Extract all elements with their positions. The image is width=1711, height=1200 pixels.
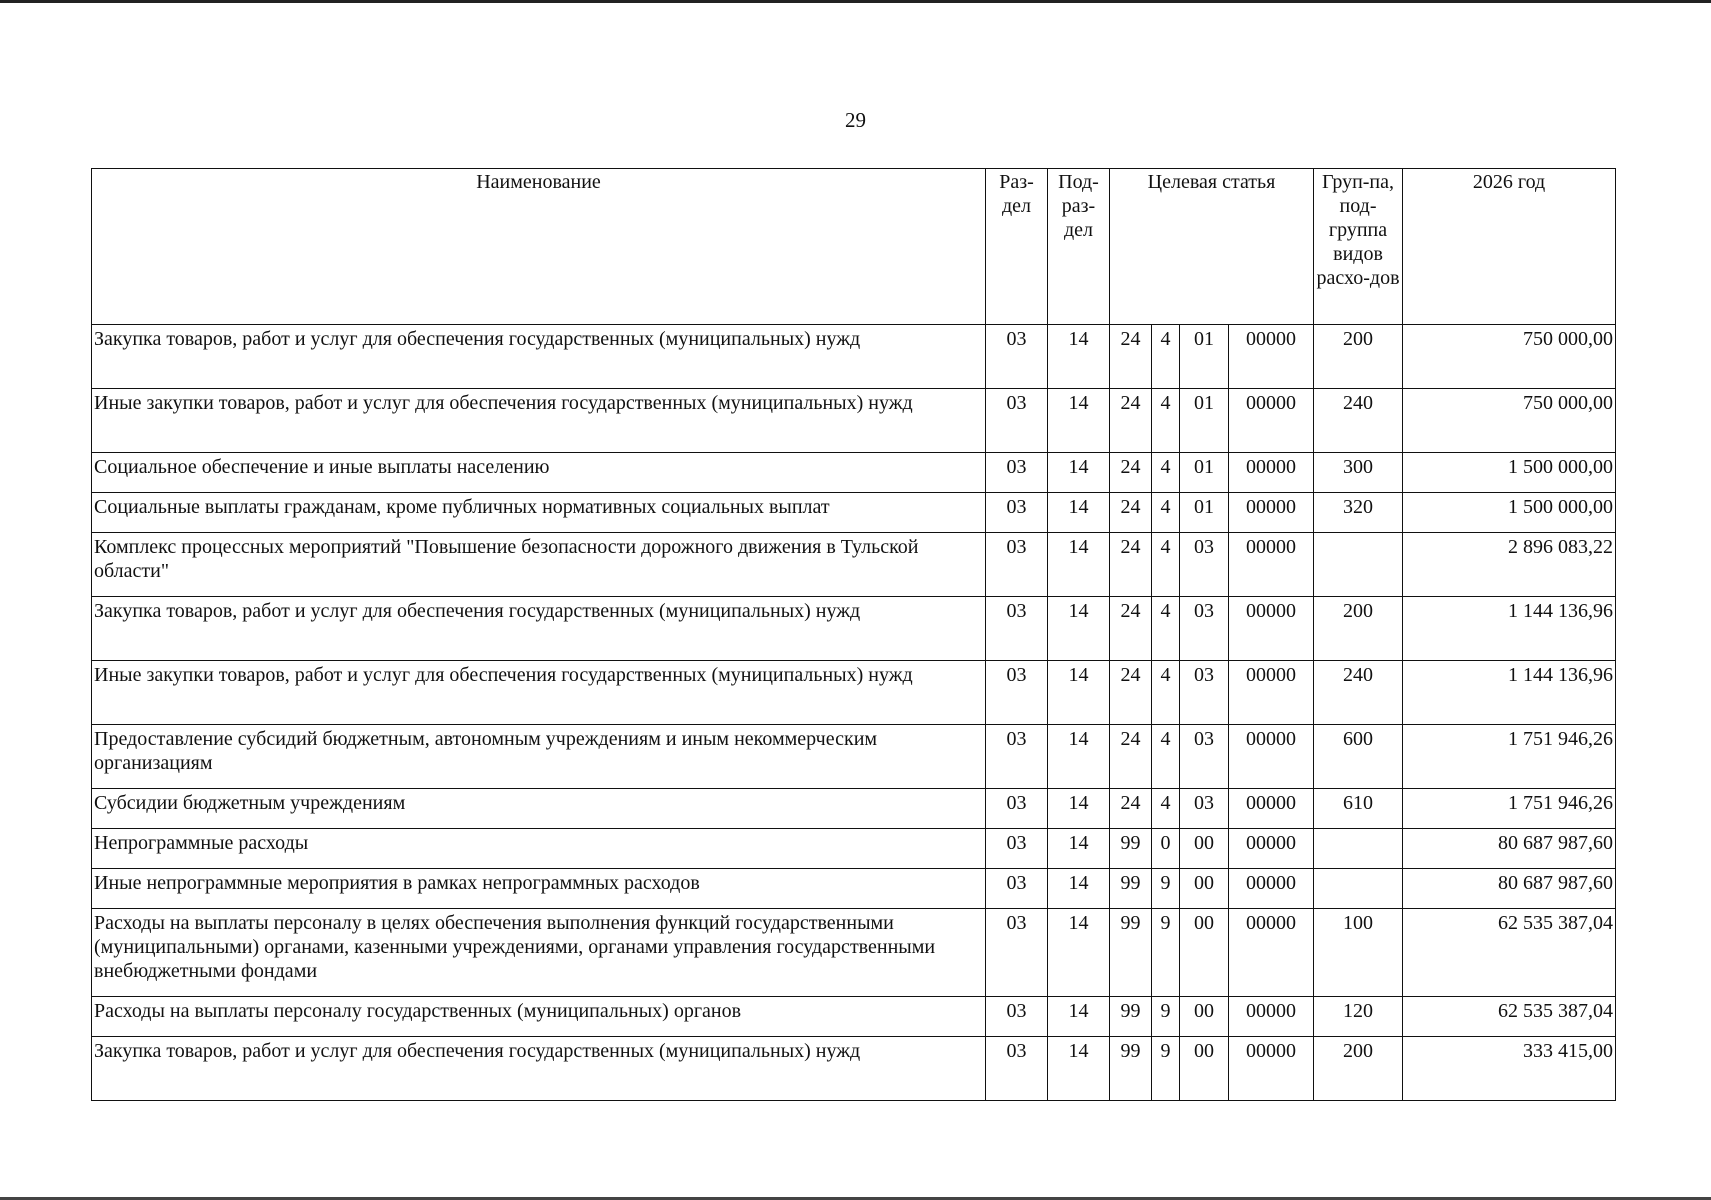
row-razdel: 03 — [986, 533, 1048, 597]
row-cs-program: 24 — [1110, 597, 1152, 661]
row-cs-direction: 00000 — [1229, 325, 1314, 389]
table-row — [92, 661, 1616, 725]
row-gruppa: 200 — [1314, 597, 1403, 661]
row-amount: 1 144 136,96 — [1403, 661, 1616, 725]
row-amount: 333 415,00 — [1403, 1037, 1616, 1101]
row-cs-type: 4 — [1152, 453, 1180, 493]
row-gruppa — [1314, 829, 1403, 869]
row-cs-event: 03 — [1180, 597, 1229, 661]
row-cs-type: 4 — [1152, 389, 1180, 453]
row-cs-type: 9 — [1152, 909, 1180, 997]
row-podrazdel: 14 — [1048, 661, 1110, 725]
row-podrazdel: 14 — [1048, 533, 1110, 597]
row-podrazdel: 14 — [1048, 1037, 1110, 1101]
row-razdel: 03 — [986, 453, 1048, 493]
row-cs-event: 01 — [1180, 389, 1229, 453]
row-cs-type: 4 — [1152, 325, 1180, 389]
row-podrazdel: 14 — [1048, 597, 1110, 661]
row-podrazdel: 14 — [1048, 389, 1110, 453]
row-cs-event: 00 — [1180, 997, 1229, 1037]
row-gruppa: 610 — [1314, 789, 1403, 829]
row-name: Социальные выплаты гражданам, кроме публичных нормативных социальных выплат — [92, 493, 986, 533]
row-razdel: 03 — [986, 997, 1048, 1037]
table-header-row — [92, 169, 1616, 325]
row-amount: 1 751 946,26 — [1403, 725, 1616, 789]
row-gruppa: 240 — [1314, 389, 1403, 453]
row-cs-program: 24 — [1110, 493, 1152, 533]
row-cs-event: 01 — [1180, 453, 1229, 493]
row-name: Иные закупки товаров, работ и услуг для обеспечения государственных (муниципальных) нужд — [92, 389, 986, 453]
row-cs-type: 4 — [1152, 533, 1180, 597]
row-podrazdel: 14 — [1048, 789, 1110, 829]
table-row — [92, 325, 1616, 389]
row-name: Закупка товаров, работ и услуг для обеспечения государственных (муниципальных) нужд — [92, 325, 986, 389]
row-razdel: 03 — [986, 869, 1048, 909]
row-razdel: 03 — [986, 325, 1048, 389]
row-cs-type: 9 — [1152, 1037, 1180, 1101]
row-cs-direction: 00000 — [1229, 829, 1314, 869]
row-cs-direction: 00000 — [1229, 453, 1314, 493]
row-amount: 750 000,00 — [1403, 325, 1616, 389]
row-gruppa — [1314, 869, 1403, 909]
row-amount: 1 500 000,00 — [1403, 453, 1616, 493]
row-name: Социальное обеспечение и иные выплаты населению — [92, 453, 986, 493]
row-cs-event: 03 — [1180, 725, 1229, 789]
row-cs-direction: 00000 — [1229, 533, 1314, 597]
table-row — [92, 909, 1616, 997]
row-cs-program: 24 — [1110, 725, 1152, 789]
row-gruppa: 320 — [1314, 493, 1403, 533]
table-row — [92, 389, 1616, 453]
row-podrazdel: 14 — [1048, 829, 1110, 869]
row-name: Закупка товаров, работ и услуг для обеспечения государственных (муниципальных) нужд — [92, 597, 986, 661]
row-cs-type: 9 — [1152, 869, 1180, 909]
row-cs-direction: 00000 — [1229, 661, 1314, 725]
row-name: Предоставление субсидий бюджетным, автономным учреждениям и иным некоммерческим организациям — [92, 725, 986, 789]
top-edge-line — [0, 0, 1711, 3]
row-podrazdel: 14 — [1048, 997, 1110, 1037]
row-cs-direction: 00000 — [1229, 389, 1314, 453]
row-cs-event: 03 — [1180, 789, 1229, 829]
row-razdel: 03 — [986, 789, 1048, 829]
page-number: 29 — [845, 108, 866, 132]
row-amount: 1 751 946,26 — [1403, 789, 1616, 829]
row-cs-program: 99 — [1110, 997, 1152, 1037]
row-cs-event: 01 — [1180, 493, 1229, 533]
table-body — [92, 325, 1616, 1101]
row-cs-event: 03 — [1180, 661, 1229, 725]
row-amount: 62 535 387,04 — [1403, 909, 1616, 997]
row-amount: 80 687 987,60 — [1403, 869, 1616, 909]
row-cs-direction: 00000 — [1229, 597, 1314, 661]
row-amount: 80 687 987,60 — [1403, 829, 1616, 869]
row-cs-program: 24 — [1110, 325, 1152, 389]
row-cs-program: 99 — [1110, 869, 1152, 909]
row-amount: 1 500 000,00 — [1403, 493, 1616, 533]
header-razdel: Раз-дел — [986, 169, 1048, 325]
row-cs-direction: 00000 — [1229, 493, 1314, 533]
table-row — [92, 869, 1616, 909]
row-podrazdel: 14 — [1048, 453, 1110, 493]
row-cs-event: 00 — [1180, 829, 1229, 869]
table-row — [92, 597, 1616, 661]
table-row — [92, 829, 1616, 869]
row-cs-event: 00 — [1180, 869, 1229, 909]
table-row — [92, 453, 1616, 493]
table-row — [92, 725, 1616, 789]
row-cs-program: 24 — [1110, 661, 1152, 725]
table-row — [92, 1037, 1616, 1101]
row-name: Комплекс процессных мероприятий "Повышение безопасности дорожного движения в Тульской области" — [92, 533, 986, 597]
row-gruppa: 200 — [1314, 325, 1403, 389]
row-razdel: 03 — [986, 389, 1048, 453]
row-cs-type: 4 — [1152, 597, 1180, 661]
row-cs-type: 4 — [1152, 725, 1180, 789]
row-gruppa: 300 — [1314, 453, 1403, 493]
row-amount: 2 896 083,22 — [1403, 533, 1616, 597]
row-razdel: 03 — [986, 493, 1048, 533]
row-gruppa: 100 — [1314, 909, 1403, 997]
row-podrazdel: 14 — [1048, 869, 1110, 909]
row-name: Непрограммные расходы — [92, 829, 986, 869]
row-cs-program: 99 — [1110, 829, 1152, 869]
row-name: Субсидии бюджетным учреждениям — [92, 789, 986, 829]
table-row — [92, 789, 1616, 829]
row-cs-type: 4 — [1152, 493, 1180, 533]
row-cs-direction: 00000 — [1229, 997, 1314, 1037]
row-cs-type: 0 — [1152, 829, 1180, 869]
row-gruppa — [1314, 533, 1403, 597]
row-podrazdel: 14 — [1048, 909, 1110, 997]
row-amount: 750 000,00 — [1403, 389, 1616, 453]
row-cs-direction: 00000 — [1229, 725, 1314, 789]
row-name: Иные непрограммные мероприятия в рамках непрограммных расходов — [92, 869, 986, 909]
header-name: Наименование — [92, 169, 986, 325]
row-razdel: 03 — [986, 829, 1048, 869]
row-cs-program: 99 — [1110, 909, 1152, 997]
table-row — [92, 533, 1616, 597]
budget-table — [91, 168, 1616, 1101]
row-cs-type: 4 — [1152, 661, 1180, 725]
row-cs-event: 00 — [1180, 1037, 1229, 1101]
row-name: Расходы на выплаты персоналу государственных (муниципальных) органов — [92, 997, 986, 1037]
header-podrazdel: Под-раз-дел — [1048, 169, 1110, 325]
row-name: Расходы на выплаты персоналу в целях обеспечения выполнения функций государственными (муниципальными) органами, казенными учреждениями, органами управления государственными внебюджетными фондами — [92, 909, 986, 997]
row-razdel: 03 — [986, 597, 1048, 661]
row-cs-type: 4 — [1152, 789, 1180, 829]
row-cs-program: 24 — [1110, 789, 1152, 829]
row-cs-program: 24 — [1110, 453, 1152, 493]
row-cs-direction: 00000 — [1229, 789, 1314, 829]
row-cs-program: 24 — [1110, 533, 1152, 597]
row-razdel: 03 — [986, 661, 1048, 725]
row-cs-program: 24 — [1110, 389, 1152, 453]
row-razdel: 03 — [986, 909, 1048, 997]
row-podrazdel: 14 — [1048, 325, 1110, 389]
row-cs-direction: 00000 — [1229, 909, 1314, 997]
row-cs-event: 03 — [1180, 533, 1229, 597]
row-cs-direction: 00000 — [1229, 1037, 1314, 1101]
header-tselevaya-statya: Целевая статья — [1110, 169, 1314, 325]
row-amount: 62 535 387,04 — [1403, 997, 1616, 1037]
row-gruppa: 240 — [1314, 661, 1403, 725]
table-row — [92, 997, 1616, 1037]
row-cs-event: 00 — [1180, 909, 1229, 997]
row-podrazdel: 14 — [1048, 493, 1110, 533]
row-gruppa: 600 — [1314, 725, 1403, 789]
row-name: Иные закупки товаров, работ и услуг для обеспечения государственных (муниципальных) нужд — [92, 661, 986, 725]
row-amount: 1 144 136,96 — [1403, 597, 1616, 661]
row-cs-direction: 00000 — [1229, 869, 1314, 909]
table-row — [92, 493, 1616, 533]
row-gruppa: 120 — [1314, 997, 1403, 1037]
row-gruppa: 200 — [1314, 1037, 1403, 1101]
row-name: Закупка товаров, работ и услуг для обеспечения государственных (муниципальных) нужд — [92, 1037, 986, 1101]
row-cs-event: 01 — [1180, 325, 1229, 389]
header-gruppa: Груп-па, под-группа видов расхо-дов — [1314, 169, 1403, 325]
row-razdel: 03 — [986, 1037, 1048, 1101]
row-razdel: 03 — [986, 725, 1048, 789]
row-cs-program: 99 — [1110, 1037, 1152, 1101]
row-podrazdel: 14 — [1048, 725, 1110, 789]
row-cs-type: 9 — [1152, 997, 1180, 1037]
header-year: 2026 год — [1403, 169, 1616, 325]
